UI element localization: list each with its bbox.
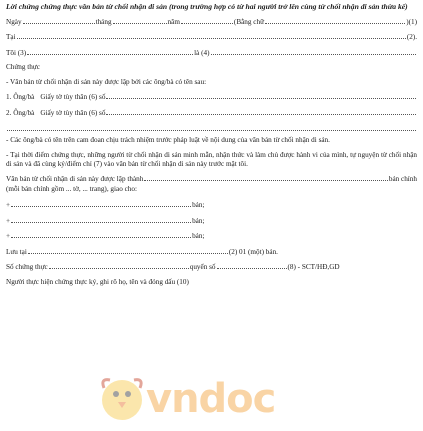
notary-line: Tôi (3) là (4) [6, 48, 417, 58]
archive-line: Lưu tại (2) 01 (một) bản. [6, 247, 278, 256]
document-title: Lời chứng chứng thực văn bản từ chối nhận di sản (trong trường hợp có từ hai người trở lên cùng từ chối nhận di sản thừa kế) [6, 2, 408, 11]
date-line: Ngày tháng năm (Bằng chữ )(1) [6, 17, 417, 26]
paragraph-capacity: - Tại thời điểm chứng thực, những người từ chối nhận di sản minh mẫn, nhận thức và làm chủ được hành vi của mình, tự nguyện từ chối nhận di sản và đã cùng ký/điểm chỉ (7) vào văn bản từ chối nhận di sản này trước mặt tôi. [6, 150, 417, 168]
place-line: Tại (2). [6, 33, 417, 42]
deliver-2: + bản; [6, 216, 205, 225]
copies-line: Văn bản từ chối nhận di sản này được lập thành bản chính [6, 175, 417, 184]
certify-heading: Chứng thực [6, 63, 40, 72]
book-number-line: Số chứng thực quyển số (8) - SCT/HĐ,GD [6, 263, 340, 272]
person-2: 2. Ông/bà Giấy tờ tùy thân (6) số [6, 108, 417, 118]
paragraph-responsibility: - Các ông/bà có tên trên cam đoan chịu trách nhiệm trước pháp luật về nội dung của văn bản từ chối nhận di sản. [6, 136, 330, 145]
intro-line: - Văn bản từ chối nhận di sản này được lập bởi các ông/bà có tên sau: [6, 77, 207, 86]
vndoc-watermark-logo [92, 370, 332, 426]
deliver-3: + bản; [6, 232, 205, 241]
person-1: 1. Ông/bà Giấy tờ tùy thân (6) số [6, 92, 417, 102]
blank-line [6, 124, 417, 131]
watermark-text: vndoc [146, 376, 276, 422]
copies-detail: (mỗi bản chính gồm ... tờ, ... trang), giao cho: [6, 185, 137, 194]
document [6, 2, 417, 293]
signer-line: Người thực hiện chứng thực ký, ghi rõ họ, tên và đóng dấu (10) [6, 278, 189, 286]
deliver-1: + bản; [6, 201, 205, 210]
chick-mascot-icon [92, 370, 152, 426]
